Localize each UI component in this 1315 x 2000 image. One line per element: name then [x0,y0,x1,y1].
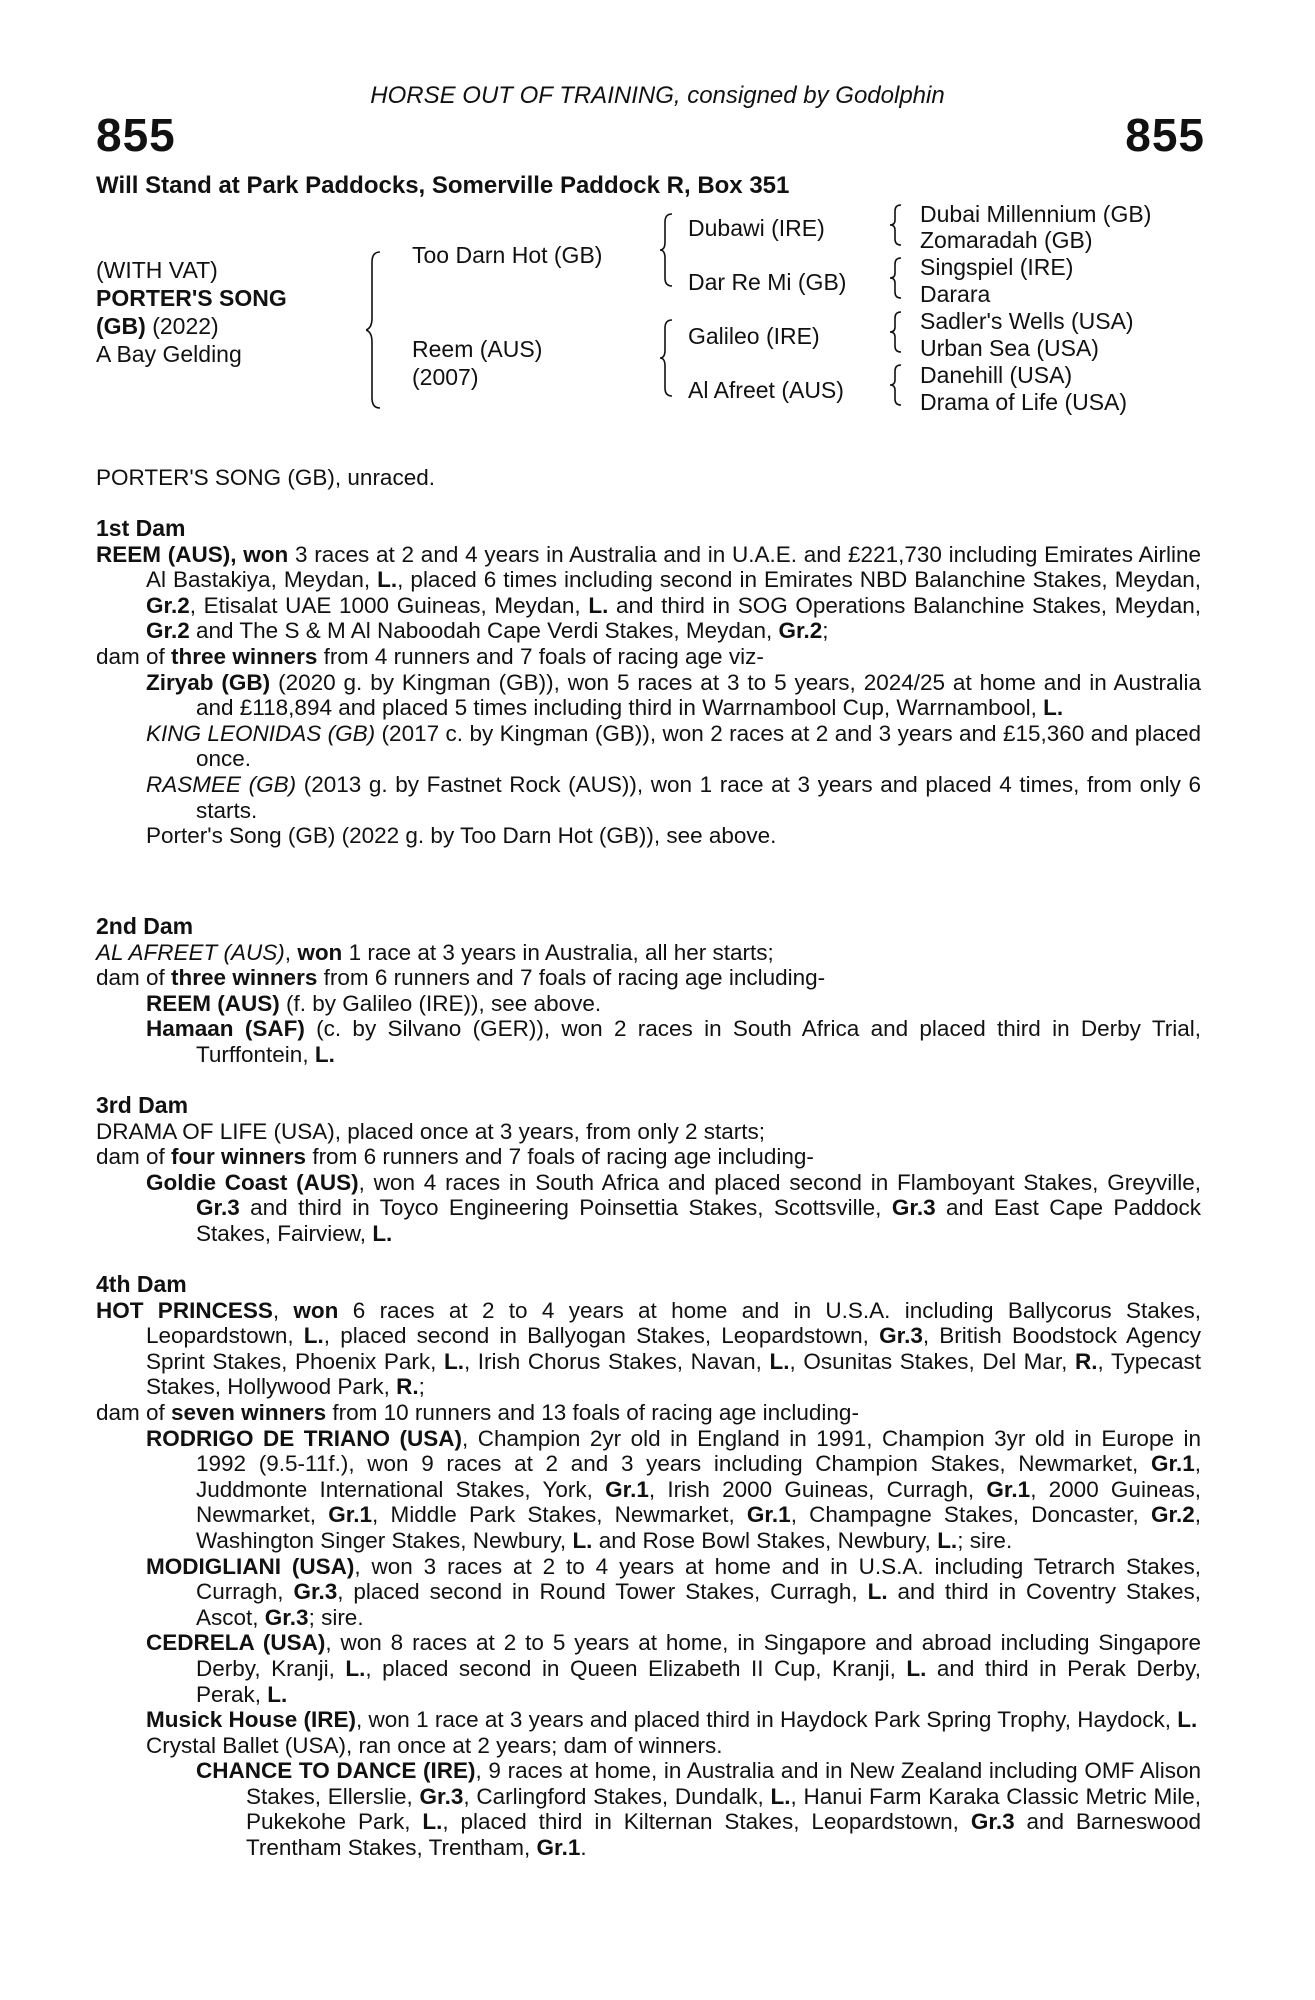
pedigree-g7: Danehill (USA) [920,362,1073,388]
list-item: Ziryab (GB) (2020 g. by Kingman (GB)), won 5 races at 3 to 5 years, 2024/25 at home and in Australia and £118,894 and placed 5 times including third in Warrnambool Cup, Warrnambool, L. [146,669,1201,721]
fourth-dam-record: HOT PRINCESS, won 6 races at 2 to 4 years at home and in U.S.A. including Ballycorus Stakes, Leopardstown, L., placed second in Ballyogan Stakes, Leopardstown, Gr.3, British Boodstock Agency Sprint Stakes, Phoenix Park, L., Irish Chorus Stakes, Navan, L., Osunitas Stakes, Del Mar, R., Typecast Stakes, Hollywood Park, R.; [96,1297,1201,1400]
list-item: RASMEE (GB) (2013 g. by Fastnet Rock (AUS)), won 1 race at 3 years and placed 4 times, from only 6 starts. [146,771,1201,823]
pedigree-sire-sire: Dubawi (IRE) [688,215,825,241]
horse-origin: (GB) [96,313,146,339]
pedigree-dam-year: (2007) [412,364,479,390]
first-dam-section [96,516,1201,849]
horse-description: A Bay Gelding [96,341,242,367]
brace-g12 [890,203,904,247]
consignor-line: HORSE OUT OF TRAINING, consigned by Godolphin [370,82,945,109]
horse-name: PORTER'S SONG [96,285,287,311]
third-dam-heading: 3rd Dam [96,1092,189,1118]
pedigree-dam: Reem (AUS) [412,336,543,362]
second-dam-section [96,914,1201,1068]
list-item: Porter's Song (GB) (2022 g. by Too Darn Hot (GB)), see above. [146,823,777,849]
fourth-dam-section [96,1272,1201,1861]
pedigree-g6: Urban Sea (USA) [920,335,1099,361]
pedigree-g2: Zomaradah (GB) [920,227,1093,253]
list-item: MODIGLIANI (USA), won 3 races at 2 to 4 years at home and in U.S.A. including Tetrarch Stakes, Curragh, Gr.3, placed second in Round Tower Stakes, Curragh, L. and third in Coventry Stakes, Ascot, Gr.3; sire. [146,1553,1201,1630]
list-item: Crystal Ballet (USA), ran once at 2 years; dam of winners. [146,1732,723,1758]
first-dam-produce-summary: dam of three winners from 4 runners and 7 foals of racing age viz- [96,643,764,669]
brace-dam [660,318,676,398]
pedigree-sire-dam: Dar Re Mi (GB) [688,269,847,295]
intro-line: PORTER'S SONG (GB), unraced. [96,465,435,490]
first-dam-heading: 1st Dam [96,515,186,541]
list-item: Goldie Coast (AUS), won 4 races in South Africa and placed second in Flamboyant Stakes, Greyville, Gr.3 and third in Toyco Engineering Poinsettia Stakes, Scottsville, Gr.3 and East Cape Paddock Stakes, Fairview, L. [146,1169,1201,1246]
list-item: CEDRELA (USA), won 8 races at 2 to 5 years at home, in Singapore and abroad including Singapore Derby, Kranji, L., placed second in Queen Elizabeth II Cup, Kranji, L. and third in Perak Derby, Perak, L. [146,1630,1201,1707]
stand-location: Will Stand at Park Paddocks, Somerville Paddock R, Box 351 [96,172,790,199]
second-dam-produce-summary: dam of three winners from 6 runners and 7 foals of racing age including- [96,965,826,991]
pedigree-sire: Too Darn Hot (GB) [412,242,603,268]
pedigree-dam-sire: Galileo (IRE) [688,323,820,349]
vat-note: (WITH VAT) [96,257,218,283]
list-item: RODRIGO DE TRIANO (USA), Champion 2yr old in England in 1991, Champion 3yr old in Europe in 1992 (9.5-11f.), won 9 races at 2 and 3 years including Champion Stakes, Newmarket, Gr.1, Juddmonte International Stakes, York, Gr.1, Irish 2000 Guineas, Curragh, Gr.1, 2000 Guineas, Newmarket, Gr.1, Middle Park Stakes, Newmarket, Gr.1, Champagne Stakes, Doncaster, Gr.2, Washington Singer Stakes, Newbury, L. and Rose Bowl Stakes, Newbury, L.; sire. [146,1425,1201,1553]
lot-number-left: 855 [96,109,176,161]
list-item: KING LEONIDAS (GB) (2017 c. by Kingman (GB)), won 2 races at 2 and 3 years and £15,360 and placed once. [146,720,1202,772]
pedigree-g8: Drama of Life (USA) [920,389,1128,415]
brace-g56 [890,310,904,354]
brace-g78 [890,363,904,407]
lot-number-right: 855 [1125,109,1205,161]
pedigree-g1: Dubai Millennium (GB) [920,201,1152,227]
third-dam-produce-summary: dam of four winners from 6 runners and 7 foals of racing age including- [96,1144,814,1170]
pedigree-dam-dam: Al Afreet (AUS) [688,377,844,403]
second-dam-heading: 2nd Dam [96,913,194,939]
horse-year: (2022) [152,313,219,339]
fourth-dam-heading: 4th Dam [96,1271,187,1297]
pedigree-g3: Singspiel (IRE) [920,254,1074,280]
brace-gen1 [366,250,386,410]
list-item: Musick House (IRE), won 1 race at 3 years and placed third in Haydock Park Spring Trophy, Haydock, L. [146,1707,1198,1733]
list-item: CHANCE TO DANCE (IRE), 9 races at home, in Australia and in New Zealand including OMF Alison Stakes, Ellerslie, Gr.3, Carlingford Stakes, Dundalk, L., Hanui Farm Karaka Classic Metric Mile, Pukekohe Park, L., placed third in Kilternan Stakes, Leopardstown, Gr.3 and Barneswood Trentham Stakes, Trentham, Gr.1. [196,1758,1202,1861]
list-item: Hamaan (SAF) (c. by Silvano (GER)), won 2 races in South Africa and placed third in Derby Trial, Turffontein, L. [146,1016,1201,1067]
pedigree-g4: Darara [920,281,991,307]
first-dam-record: REEM (AUS), won 3 races at 2 and 4 years in Australia and in U.A.E. and £221,730 including Emirates Airline Al Bastakiya, Meydan, L., placed 6 times including second in Emirates NBD Balanchine Stakes, Meydan, Gr.2, Etisalat UAE 1000 Guineas, Meydan, L. and third in SOG Operations Balanchine Stakes, Meydan, Gr.2 and The S & M Al Naboodah Cape Verdi Stakes, Meydan, Gr.2; [96,541,1201,644]
pedigree-g5: Sadler's Wells (USA) [920,308,1134,334]
brace-sire [660,212,676,288]
second-dam-record: AL AFREET (AUS), won 1 race at 3 years in Australia, all her starts; [96,939,774,965]
third-dam-section [96,1093,1201,1247]
third-dam-record: DRAMA OF LIFE (USA), placed once at 3 years, from only 2 starts; [96,1118,765,1144]
horse-identity [96,256,287,368]
brace-g34 [890,256,904,300]
fourth-dam-produce-summary: dam of seven winners from 10 runners and 13 foals of racing age including- [96,1399,859,1425]
list-item: REEM (AUS) (f. by Galileo (IRE)), see above. [146,990,602,1016]
